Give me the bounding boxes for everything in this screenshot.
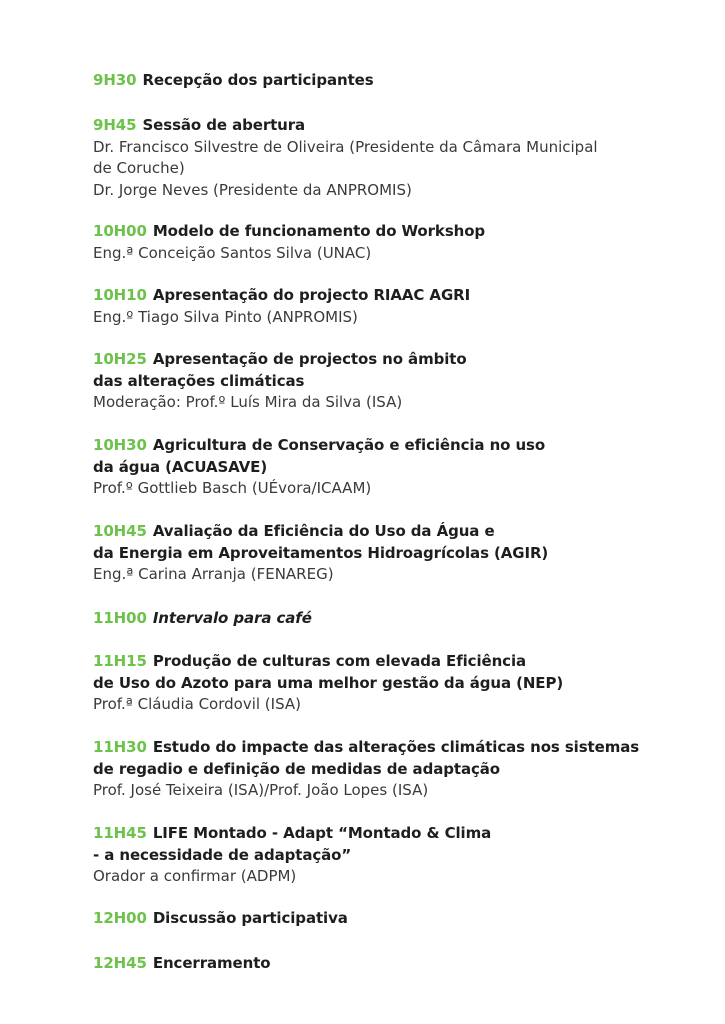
schedule-item: [93, 908, 348, 930]
schedule-title-text: das alterações climáticas: [93, 371, 305, 390]
schedule-speaker: Eng.ª Carina Arranja (FENAREG): [93, 565, 334, 583]
schedule-title-text: da água (ACUASAVE): [93, 457, 268, 476]
schedule-title-text: Sessão de abertura: [142, 116, 306, 134]
schedule-title-text: LIFE Montado - Adapt “Montado & Clima: [152, 824, 492, 842]
schedule-speaker: Prof. José Teixeira (ISA)/Prof. João Lopes (ISA): [93, 781, 429, 799]
schedule-time: 10H30: [93, 436, 147, 454]
schedule-speaker: Dr. Francisco Silvestre de Oliveira (Presidente da Câmara Municipal: [93, 137, 598, 156]
schedule-item: [93, 285, 470, 328]
schedule-item: [93, 70, 374, 92]
schedule-title-line: [93, 737, 639, 759]
schedule-item: [93, 435, 545, 500]
schedule-speaker: Moderação: Prof.º Luís Mira da Silva (ISA): [93, 393, 403, 411]
schedule-title-text: Recepção dos participantes: [142, 71, 374, 89]
schedule-speaker: de Coruche): [93, 159, 185, 177]
schedule-item: [93, 608, 312, 630]
schedule-item: [93, 349, 467, 414]
schedule-title-text: de Uso do Azoto para uma melhor gestão da água (NEP): [93, 673, 564, 692]
schedule-title-text: Discussão participativa: [152, 909, 348, 927]
schedule-title-text: Agricultura de Conservação e eficiência no uso: [152, 436, 546, 454]
schedule-speaker: Orador a confirmar (ADPM): [93, 867, 297, 885]
schedule-title-line: [93, 70, 374, 92]
schedule-title-line: [93, 371, 467, 393]
schedule-title-line: [93, 349, 467, 371]
schedule-title-text: Produção de culturas com elevada Eficiência: [152, 652, 527, 670]
schedule-title-line: [93, 759, 639, 781]
schedule-title-text: Apresentação de projectos no âmbito: [152, 350, 467, 368]
schedule-speaker: Dr. Jorge Neves (Presidente da ANPROMIS): [93, 180, 412, 199]
schedule-time: 9H45: [93, 116, 137, 134]
schedule-title-line: [93, 285, 470, 307]
schedule-title-line: [93, 457, 545, 479]
schedule-item: [93, 221, 485, 264]
schedule-item: [93, 115, 598, 201]
schedule-speaker: Eng.ª Conceição Santos Silva (UNAC): [93, 243, 372, 262]
schedule-time: 10H00: [93, 222, 147, 240]
schedule-time: 11H45: [93, 824, 147, 842]
schedule-title-text: Apresentação do projecto RIAAC AGRI: [152, 286, 471, 304]
schedule-title-line: [93, 845, 491, 867]
schedule-time: 10H25: [93, 350, 147, 368]
schedule-title-line: [93, 823, 491, 845]
schedule-item: [93, 953, 270, 975]
schedule-title-line: [93, 221, 485, 243]
schedule-item: [93, 651, 563, 716]
schedule-speaker: Prof.ª Cláudia Cordovil (ISA): [93, 695, 302, 713]
schedule-item: [93, 823, 491, 888]
schedule-time: 9H30: [93, 71, 137, 89]
schedule-title-line: [93, 953, 270, 975]
schedule-time: 10H10: [93, 286, 147, 304]
schedule-time: 12H00: [93, 909, 147, 927]
schedule-title-text: Avaliação da Eficiência do Uso da Água e: [152, 522, 495, 540]
schedule-title-line: [93, 521, 548, 543]
schedule-title-text: - a necessidade de adaptação”: [93, 845, 352, 864]
schedule-title-line: [93, 673, 563, 695]
schedule-title-line: [93, 608, 312, 630]
schedule-title-line: [93, 651, 563, 673]
schedule-speaker: Eng.º Tiago Silva Pinto (ANPROMIS): [93, 307, 358, 326]
schedule-time: 12H45: [93, 954, 147, 972]
schedule-time: 11H30: [93, 738, 147, 756]
schedule-title-text: Encerramento: [152, 954, 271, 972]
schedule-title-text: Estudo do impacte das alterações climáticas nos sistemas: [152, 738, 640, 756]
schedule-title-line: [93, 115, 598, 137]
schedule-time: 11H00: [93, 609, 147, 627]
schedule-title-text: de regadio e definição de medidas de adaptação: [93, 759, 500, 778]
schedule-title-text: da Energia em Aproveitamentos Hidroagrícolas (AGIR): [93, 543, 549, 562]
schedule-speaker: Prof.º Gottlieb Basch (UÉvora/ICAAM): [93, 479, 372, 497]
schedule-item: [93, 521, 548, 586]
schedule-title-line: [93, 543, 548, 565]
schedule-time: 10H45: [93, 522, 147, 540]
schedule-title-line: [93, 908, 348, 930]
schedule-time: 11H15: [93, 652, 147, 670]
schedule-title-line: [93, 435, 545, 457]
schedule-title-text: Modelo de funcionamento do Workshop: [152, 222, 486, 240]
schedule-item: [93, 737, 639, 802]
schedule-title-text: Intervalo para café: [152, 609, 312, 627]
